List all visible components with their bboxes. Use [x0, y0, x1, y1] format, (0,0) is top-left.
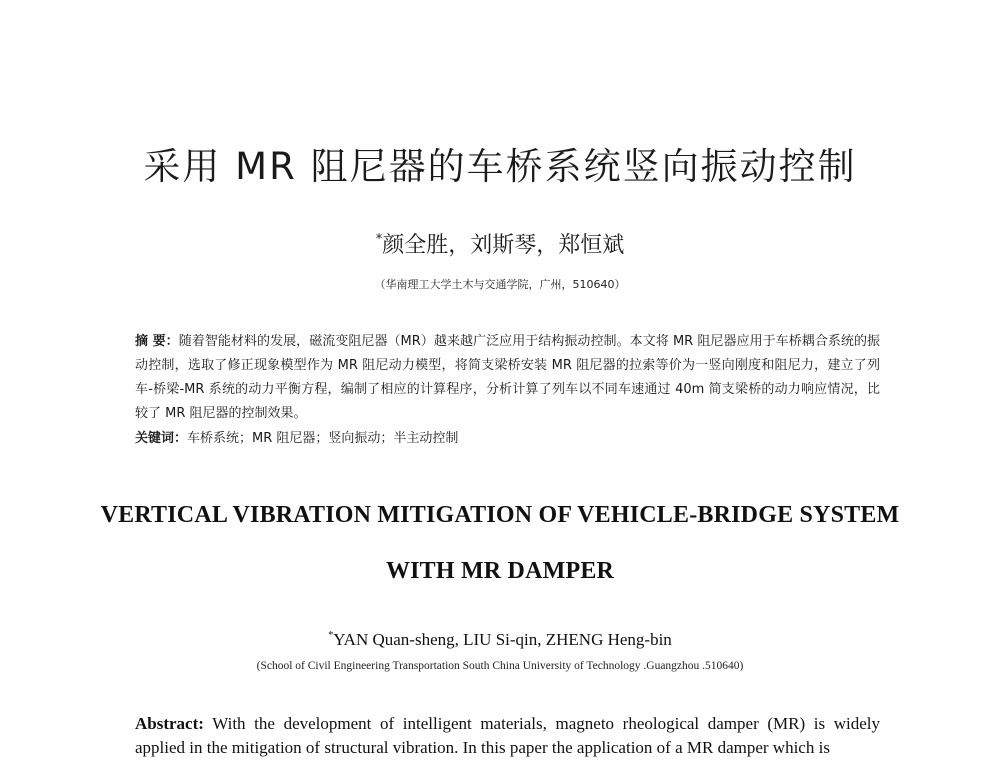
- english-abstract: [135, 712, 880, 760]
- chinese-abstract-label: 摘 要：: [135, 334, 179, 349]
- english-affiliation: (School of Civil Engineering Transportation South China University of Technology .Guangzhou .510640): [256, 660, 744, 672]
- english-author-names: YAN Quan-sheng, LIU Si-qin, ZHENG Heng-bin: [333, 630, 672, 650]
- english-title-line-2: WITH MR DAMPER: [385, 558, 615, 584]
- chinese-keywords-text: 车桥系统；MR 阻尼器；竖向振动；半主动控制: [187, 431, 459, 446]
- english-corresponding-author-mark: *: [328, 630, 334, 641]
- chinese-abstract-text: 随着智能材料的发展，磁流变阻尼器（MR）越来越广泛应用于结构振动控制。本文将 MR 阻尼器应用于车桥耦合系统的振动控制，选取了修正现象模型作为 MR 阻尼动力模型，将简支梁桥安装 MR 阻尼器的拉索等价为一竖向刚度和阻尼力，建立了列车-桥梁-MR 系统的动力平衡方程，编制了相应的计算程序，分析计算了列车以不同车速通过 40m 简支梁桥的动力响应情况，比较了 MR 阻尼器的控制效果。: [135, 334, 881, 421]
- english-authors: [0, 630, 1000, 650]
- chinese-authors: [0, 228, 1000, 259]
- english-abstract-label: Abstract:: [135, 714, 204, 733]
- chinese-keywords-label: 关键词：: [135, 431, 188, 446]
- english-abstract-text: With the development of intelligent materials, magneto rheological damper (MR) is widely applied in the mitigation of structural vibration. In this paper the application of a MR damper which is: [135, 714, 880, 757]
- chinese-title: 采用 MR 阻尼器的车桥系统竖向振动控制: [143, 145, 857, 188]
- corresponding-author-mark: *: [375, 231, 383, 247]
- chinese-abstract: [135, 330, 880, 426]
- chinese-affiliation: （华南理工大学土木与交通学院，广州，510640）: [374, 278, 626, 291]
- chinese-keywords: [135, 427, 880, 451]
- english-title-line-1: VERTICAL VIBRATION MITIGATION OF VEHICLE-BRIDGE SYSTEM: [100, 502, 900, 528]
- chinese-author-names: 颜全胜，刘斯琴，郑恒斌: [382, 233, 625, 258]
